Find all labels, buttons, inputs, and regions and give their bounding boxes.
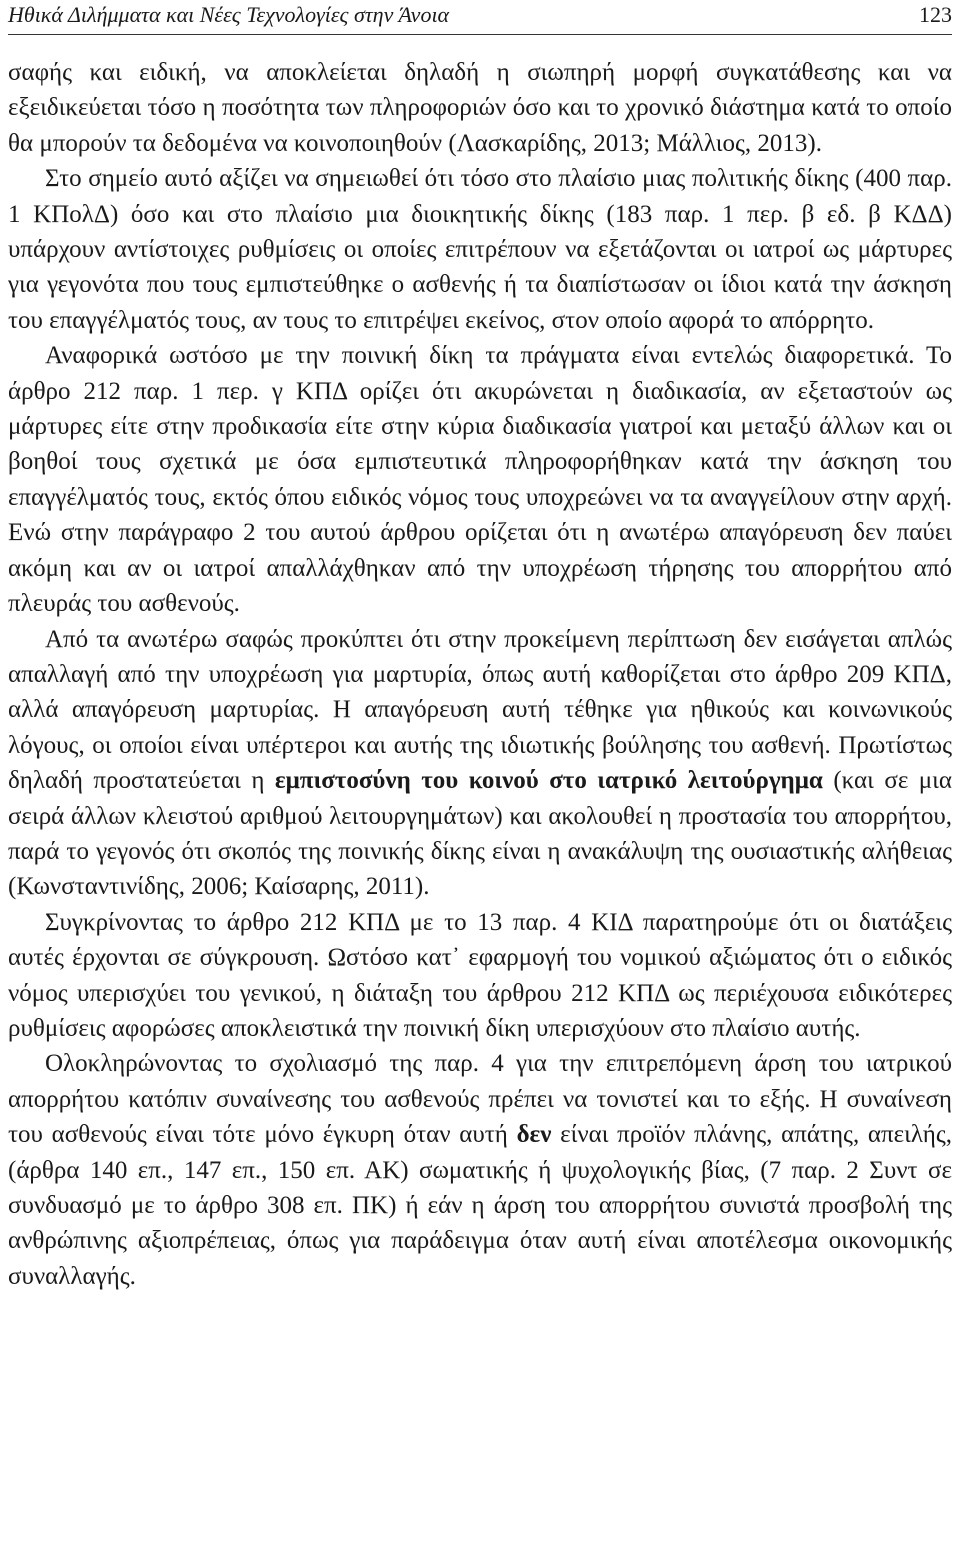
document-page bbox=[8, 0, 952, 1554]
paragraph-2 bbox=[8, 161, 952, 338]
paragraph-text: Συγκρίνοντας το άρθρο 212 ΚΠΔ με το 13 παρ. 4 ΚΙΔ παρατηρούμε ότι οι διατάξεις αυτές έρχονται σε σύγκρουση. Ωστόσο κατ᾽ εφαρμογή του νομικού αξιώματος ότι ο ειδικός νόμος υπερισχύει του γενικού, η διάταξη του άρθρου 212 ΚΠΔ ως περιέχουσα ειδικότερες ρυθμίσεις αφορώσες αποκλειστικά την ποινική δίκη υπερισχύουν στο πλαίσιο αυτής. bbox=[8, 908, 952, 1042]
running-title: Ηθικά Διλήμματα και Νέες Τεχνολογίες στην Άνοια bbox=[8, 2, 450, 27]
page-number: 123 bbox=[919, 2, 952, 27]
paragraph-3 bbox=[8, 338, 952, 621]
paragraph-4 bbox=[8, 622, 952, 905]
paragraph-text: σαφής και ειδική, να αποκλείεται δηλαδή η σιωπηρή μορφή συγκατάθεσης και να εξειδικεύεται τόσο η ποσότητα των πληροφοριών όσο και το χρονικό διάστημα κατά το οποίο θα μπορούν τα δεδομένα να κοινοποιηθούν (Λασκαρίδης, 2013; Μάλλιος, 2013). bbox=[8, 59, 952, 157]
paragraph-text: Στο σημείο αυτό αξίζει να σημειωθεί ότι τόσο στο πλαίσιο μιας πολιτικής δίκης (400 παρ. 1 ΚΠολΔ) όσο και στο πλαίσιο μια διοικητικής δίκης (183 παρ. 1 περ. β εδ. β ΚΔΔ) υπάρχουν αντίστοιχες ρυθμίσεις οι οποίες επιτρέπουν να εξετάζονται οι ιατροί ως μάρτυρες για γεγονότα που τους εμπιστεύθηκε ο ασθενής ή τα διαπίστωσαν οι ίδιοι κατά την άσκηση του επαγγέλματός τους, αν τους το επιτρέψει εκείνος, στον οποίο αφορά το απόρρητο. bbox=[8, 165, 952, 334]
paragraph-5 bbox=[8, 905, 952, 1047]
paragraph-text: Ολοκληρώνοντας το σχολιασμό της παρ. 4 για την επιτρεπόμενη άρση του ιατρικού απορρήτου κατόπιν συναίνεσης του ασθενούς πρέπει να τονιστεί και το εξής. Η συναίνεση του ασθενούς είναι τότε μόνο έγκυρη όταν αυτή bbox=[8, 1050, 952, 1149]
paragraph-text: Αναφορικά ωστόσο με την ποινική δίκη τα πράγματα είναι εντελώς διαφορετικά. Το άρθρο 212 παρ. 1 περ. γ ΚΠΔ ορίζει ότι ακυρώνεται η διαδικασία, αν εξεταστούν ως μάρτυρες είτε στην προδικασία είτε στην κύρια διαδικασία γιατροί και μεταξύ άλλων και οι βοηθοί τους σχετικά με όσα εμπιστευτικά πληροφορήθηκαν κατά την άσκηση του επαγγέλματός τους, εκτός όπου ειδικός νόμος τους υποχρεώνει να τα αναγγείλουν στην αρχή. Ενώ στην παράγραφο 2 του αυτού άρθρου ορίζεται ότι η ανωτέρω απαγόρευση δεν παύει ακόμη και αν οι ιατροί απαλλάχθηκαν από την υποχρέωση τήρησης του απορρήτου από πλευράς του ασθενούς. bbox=[8, 342, 952, 618]
emphasis-text: εμπιστοσύνη του κοινού στο ιατρικό λειτούργημα bbox=[274, 767, 823, 795]
body-text bbox=[8, 55, 952, 1294]
paragraph-6 bbox=[8, 1046, 952, 1294]
paragraph-text: (και σε μια σειρά άλλων κλειστού αριθμού λειτουργημάτων) και ακολουθεί η προστασία του απορρήτου, παρά το γεγονός ότι σκοπός της ποινικής δίκης είναι η ανακάλυψη της ουσιαστικής αλήθειας (Κωνσταντινίδης, 2006; Καίσαρης, 2011). bbox=[8, 767, 953, 901]
paragraph-1 bbox=[8, 55, 952, 161]
running-header bbox=[8, 0, 952, 35]
paragraph-text: είναι προϊόν πλάνης, απάτης, απειλής, (άρθρα 140 επ., 147 επ., 150 επ. ΑΚ) σωματικής ή ψυχολογικής βίας, (7 παρ. 2 Συντ σε συνδυασμό με το άρθρο 308 επ. ΠΚ) ή εάν η άρση του απορρήτου συνιστά προσβολή της ανθρώπινης αξιοπρέπειας, όπως για παράδειγμα όταν αυτή είναι αποτέλεσμα οικονομικής συναλλαγής. bbox=[8, 1121, 952, 1290]
paragraph-text: Από τα ανωτέρω σαφώς προκύπτει ότι στην προκείμενη περίπτωση δεν εισάγεται απλώς απαλλαγή από την υποχρέωση για μαρτυρία, όπως αυτή καθορίζεται στο άρθρο 209 ΚΠΔ, αλλά απαγόρευση μαρτυρίας. Η απαγόρευση αυτή τέθηκε για ηθικούς και κοινωνικούς λόγους, οι οποίοι είναι υπέρτεροι και αυτής της ιδιωτικής βούλησης του ασθενή. Πρωτίστως δηλαδή προστατεύεται η bbox=[8, 625, 952, 795]
emphasis-text: δεν bbox=[516, 1121, 552, 1149]
